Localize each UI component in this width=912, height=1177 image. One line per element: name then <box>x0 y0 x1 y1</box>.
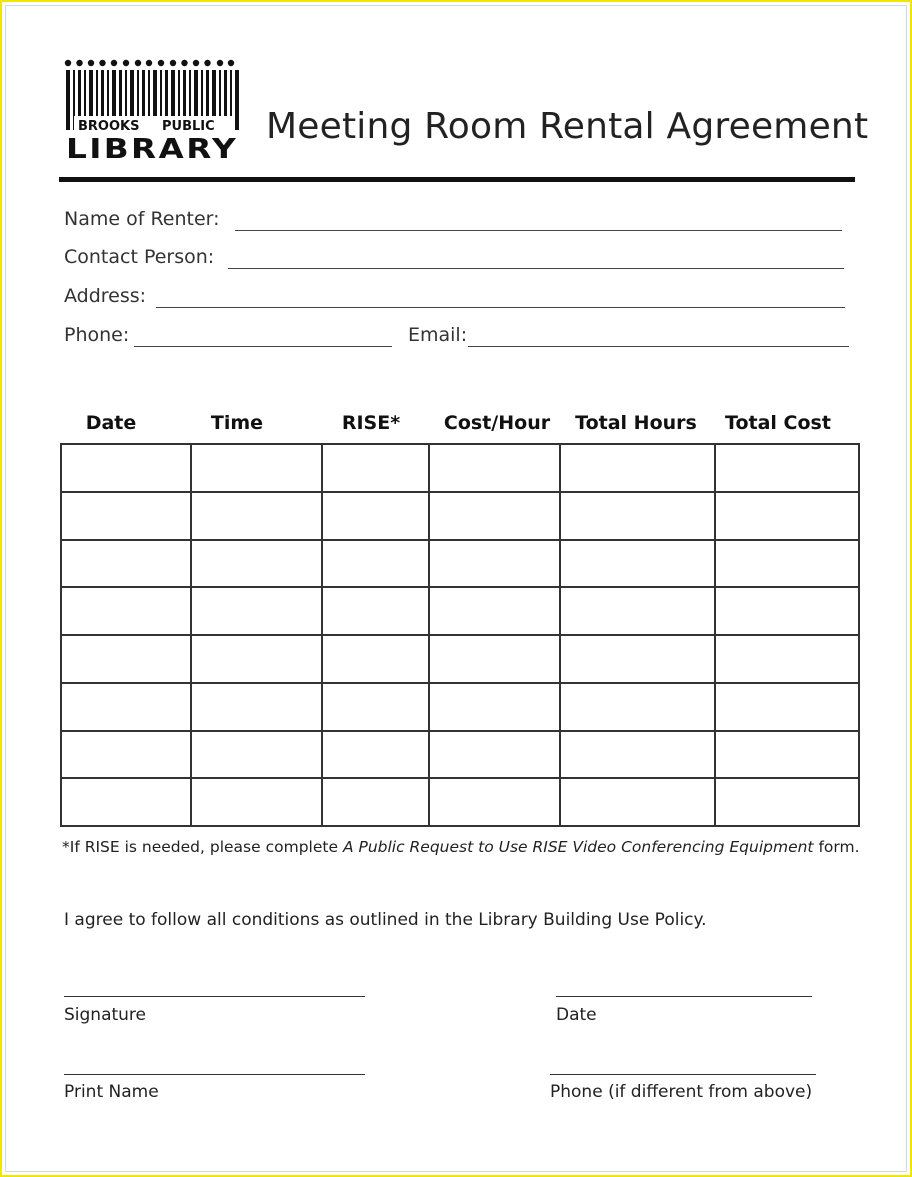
phone-field[interactable] <box>134 346 392 347</box>
table-cell[interactable] <box>61 683 191 731</box>
table-cell[interactable] <box>429 635 560 683</box>
print-name-label: Print Name <box>64 1082 159 1102</box>
logo-dot <box>146 60 152 66</box>
logo-dot <box>99 60 105 66</box>
table-cell[interactable] <box>191 683 322 731</box>
table-row <box>61 731 859 779</box>
logo-text-library: LIBRARY <box>66 132 238 158</box>
table-cell[interactable] <box>322 587 429 635</box>
table-row <box>61 635 859 683</box>
contact-person-label: Contact Person: <box>64 246 215 268</box>
logo-dot <box>193 60 199 66</box>
table-cell[interactable] <box>322 731 429 779</box>
table-cell[interactable] <box>191 635 322 683</box>
logo-dot <box>123 60 129 66</box>
table-cell[interactable] <box>560 635 715 683</box>
table-row <box>61 778 859 826</box>
logo-dot <box>228 60 234 66</box>
phone-label: Phone: <box>64 324 130 346</box>
table-cell[interactable] <box>322 492 429 540</box>
logo-bar <box>235 70 239 130</box>
table-cell[interactable] <box>715 778 859 826</box>
contact-person-field[interactable] <box>228 268 844 269</box>
page-title: Meeting Room Rental Agreement <box>266 106 869 147</box>
name-of-renter-field[interactable] <box>235 230 842 231</box>
column-header-total-hours: Total Hours <box>575 412 697 434</box>
table-cell[interactable] <box>560 587 715 635</box>
table-cell[interactable] <box>191 492 322 540</box>
table-cell[interactable] <box>715 635 859 683</box>
table-cell[interactable] <box>429 587 560 635</box>
rise-note-suffix: form. <box>813 838 860 856</box>
table-cell[interactable] <box>191 587 322 635</box>
table-cell[interactable] <box>560 444 715 492</box>
date-label: Date <box>556 1005 597 1025</box>
table-cell[interactable] <box>61 587 191 635</box>
table-cell[interactable] <box>560 731 715 779</box>
table-cell[interactable] <box>715 731 859 779</box>
table-cell[interactable] <box>322 683 429 731</box>
logo-dot <box>217 60 223 66</box>
table-cell[interactable] <box>429 731 560 779</box>
table-cell[interactable] <box>322 444 429 492</box>
rise-note-form-name: A Public Request to Use RISE Video Conferencing Equipment <box>342 838 814 856</box>
table-cell[interactable] <box>715 683 859 731</box>
logo-dot <box>204 60 210 66</box>
rise-note-prefix: *If RISE is needed, please complete <box>62 838 343 856</box>
rise-note <box>62 838 860 856</box>
table-cell[interactable] <box>322 778 429 826</box>
email-field[interactable] <box>468 346 849 347</box>
table-cell[interactable] <box>560 540 715 588</box>
logo-dot <box>135 60 141 66</box>
table-cell[interactable] <box>61 492 191 540</box>
logo-bar <box>66 70 70 130</box>
alternate-phone-field[interactable] <box>550 1074 816 1075</box>
agreement-statement: I agree to follow all conditions as outlined in the Library Building Use Policy. <box>64 910 707 930</box>
table-cell[interactable] <box>191 731 322 779</box>
logo-dot <box>158 60 164 66</box>
signature-label: Signature <box>64 1005 147 1025</box>
signature-field[interactable] <box>64 996 365 997</box>
logo-text-brooks: BROOKS <box>78 119 140 134</box>
address-label: Address: <box>64 285 147 307</box>
table-cell[interactable] <box>429 444 560 492</box>
table-cell[interactable] <box>715 540 859 588</box>
table-cell[interactable] <box>715 444 859 492</box>
email-label: Email: <box>408 324 468 346</box>
column-header-time: Time <box>210 412 264 434</box>
table-cell[interactable] <box>429 778 560 826</box>
table-cell[interactable] <box>322 540 429 588</box>
table-cell[interactable] <box>429 492 560 540</box>
alternate-phone-label: Phone (if different from above) <box>550 1082 813 1102</box>
table-cell[interactable] <box>61 778 191 826</box>
table-row <box>61 492 859 540</box>
table-cell[interactable] <box>191 540 322 588</box>
table-cell[interactable] <box>560 492 715 540</box>
rental-table <box>60 443 860 827</box>
column-header-date: Date <box>85 412 137 434</box>
column-header-total-cost: Total Cost <box>725 412 831 434</box>
table-cell[interactable] <box>429 540 560 588</box>
table-cell[interactable] <box>61 635 191 683</box>
table-cell[interactable] <box>322 635 429 683</box>
print-name-field[interactable] <box>64 1074 365 1075</box>
library-logo <box>64 58 242 158</box>
title-divider <box>59 177 855 182</box>
logo-dot <box>88 60 94 66</box>
table-cell[interactable] <box>61 444 191 492</box>
table-cell[interactable] <box>560 778 715 826</box>
name-of-renter-label: Name of Renter: <box>64 208 220 230</box>
table-cell[interactable] <box>61 540 191 588</box>
logo-text-public: PUBLIC <box>162 119 215 134</box>
table-cell[interactable] <box>191 444 322 492</box>
table-row <box>61 540 859 588</box>
address-field[interactable] <box>156 307 845 308</box>
logo-dot <box>181 60 187 66</box>
table-cell[interactable] <box>191 778 322 826</box>
logo-dot <box>170 60 176 66</box>
date-field[interactable] <box>556 996 812 997</box>
column-header-rise: RISE* <box>341 412 401 434</box>
column-header-cost-hour: Cost/Hour <box>443 412 551 434</box>
table-row <box>61 587 859 635</box>
table-cell[interactable] <box>715 587 859 635</box>
table-row <box>61 683 859 731</box>
table-row <box>61 444 859 492</box>
logo-dot <box>76 60 82 66</box>
logo-dot <box>65 60 71 66</box>
table-cell[interactable] <box>61 731 191 779</box>
table-cell[interactable] <box>715 492 859 540</box>
table-cell[interactable] <box>429 683 560 731</box>
logo-dot <box>111 60 117 66</box>
table-cell[interactable] <box>560 683 715 731</box>
